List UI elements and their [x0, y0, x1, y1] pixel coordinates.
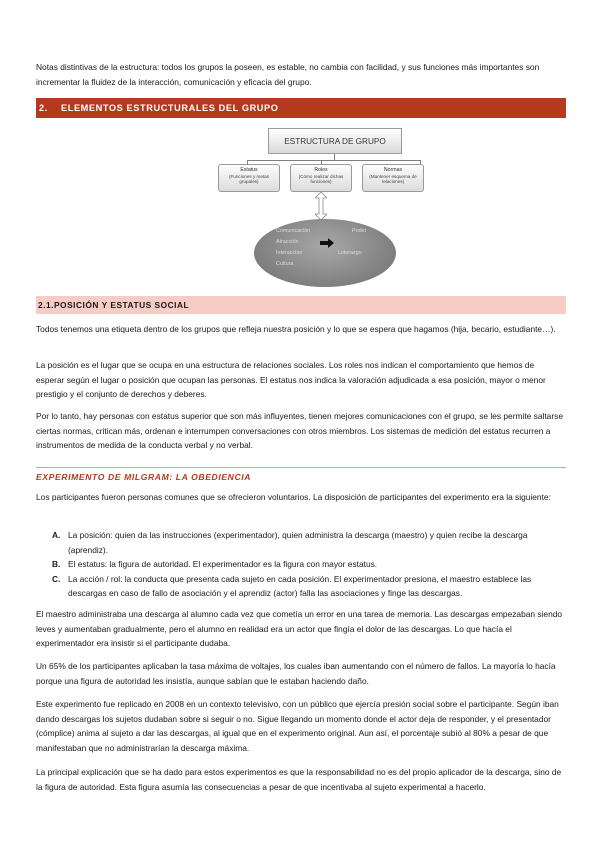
ellipse-label-attraction: Atracción: [276, 239, 299, 245]
paragraph-1: Todos tenemos una etiqueta dentro de los grupos que refleja nuestra posición y lo que se espera que hagamos (hija, becario, estudiante…).: [36, 324, 556, 334]
paragraph-2: La posición es el lugar que se ocupa en una estructura de relaciones sociales. Los roles nos indican el comportamiento que hemos de esperar según el lugar o posición que ocupan las personas. El estatus nos indica la valoración adjudicada a esa posición, mayor o menor prestigio y el conjunto de derechos y deberes.: [36, 360, 546, 399]
diagram-box-status: [218, 164, 280, 192]
paragraph-4: Los participantes fueron personas comunes que se ofrecieron voluntarios. La disposición de participantes del experimento era la siguiente:: [36, 492, 551, 502]
ellipse-label-communication: Comunicación: [276, 228, 311, 234]
list-item: [36, 528, 564, 557]
ellipse-label-power: Poder: [352, 228, 367, 234]
diagram-box-norms-desc: (Mantener esquema de relaciones): [369, 173, 417, 185]
list-marker: A.: [52, 530, 61, 540]
right-arrow-icon: [320, 238, 334, 248]
section-2-number: 2.: [39, 103, 48, 113]
paragraph-3: Por lo tanto, hay personas con estatus superior que son más influyentes, tienen mejores comunicaciones con el grupo, se les permite saltarse ciertas normas, critican más, ordenan e interrumpen conversaciones con otros miembros. Los sistemas de medición del estatus recurren a instrumentos de medida de la conducta verbal y no verbal.: [36, 411, 563, 450]
list-item-text: El estatus: la figura de autoridad. El experimentador es la figura con mayor estatus.: [68, 559, 378, 569]
diagram-box-status-label: Estatus: [240, 167, 258, 173]
list-item-text: La acción / rol: la conducta que presenta cada sujeto en cada posición. El experimentador presiona, el maestro establece las descargas en caso de fallo de asociación y el aprendiz (actor) falla las asociaciones y finge las descargas.: [68, 573, 532, 598]
intro-paragraph: Notas distintivas de la estructura: todos los grupos la poseen, es estable, no cambia con facilidad, y sus funciones más importantes son incrementar la fluidez de la interacción, comunicación y eficacia del grupo.: [36, 62, 540, 87]
paragraph-6: Un 65% de los participantes aplicaban la tasa máxima de voltajes, los cuales iban aumentando con el número de fallos. La mayoría lo hacía porque una figura de autoridad les insistía, aunque sabían que le estaban haciendo daño.: [36, 661, 556, 686]
experiment-header: EXPERIMENTO DE MILGRAM: LA OBEDIENCIA: [36, 467, 566, 482]
ellipse-label-culture: Cultura: [276, 261, 294, 267]
paragraph-8: La principal explicación que se ha dado para estos experimentos es que la responsabilidad no es del propio aplicador de la descarga, sino de la figura de autoridad. Esta figura asumía las consecuencias a pesar de que incentivaba al sujeto experimental a hacerlo.: [36, 767, 562, 792]
section-2-header: [36, 98, 566, 118]
paragraph-7: Este experimento fue replicado en 2008 en un contexto televisivo, con un público que ejercía presión social sobre el participante. Según iban dando descargas los sujetos dudaban sobre si seguir o no. Sigue llegando un momento donde el actor deja de responder, y el presentador (cómplice) anima al sujeto a dar las descargas, al igual que en el experimento original. Aun así, el porcentaje subió al 80% a pesar de que manifestaban que no administrarían la descarga máxima.: [36, 699, 559, 753]
diagram-box-roles-label: Roles: [314, 167, 328, 173]
diagram-box-norms: [362, 164, 424, 192]
group-structure-diagram: [176, 124, 417, 294]
participant-list: [36, 528, 564, 601]
diagram-title: ESTRUCTURA DE GRUPO: [268, 128, 402, 154]
diagram-box-status-desc: (Funciones y metas grupales): [228, 173, 270, 185]
list-item: [36, 572, 564, 601]
diagram-box-norms-label: Normas: [383, 167, 403, 173]
diagram-box-roles-desc: (Cómo realizar dichas funciones): [298, 173, 344, 185]
list-marker: B.: [52, 559, 61, 569]
list-item: [36, 557, 564, 572]
list-marker: C.: [52, 573, 61, 584]
ellipse-label-interaction: Interacción: [276, 250, 303, 256]
diagram-box-roles: [290, 164, 352, 192]
paragraph-5: El maestro administraba una descarga al alumno cada vez que cometía un error en una tarea de memoria. Las descargas empezaban siendo leves y aumentaban gradualmente, pero el alumno en realidad era un actor que fingía el dolor de las descargas. Lo que hacía el experimentador era insistir si el participante dudaba.: [36, 609, 563, 648]
double-arrow-icon: [315, 192, 327, 220]
list-item-text: La posición: quien da las instrucciones (experimentador), quien administra la descarga (maestro) y quien recibe la descarga (aprendiz).: [68, 530, 528, 555]
section-2-title: ELEMENTOS ESTRUCTURALES DEL GRUPO: [61, 103, 279, 113]
section-2-1-header: 2.1.POSICIÓN Y ESTATUS SOCIAL: [36, 296, 566, 314]
ellipse-label-leadership: Liderazgo: [338, 250, 362, 256]
